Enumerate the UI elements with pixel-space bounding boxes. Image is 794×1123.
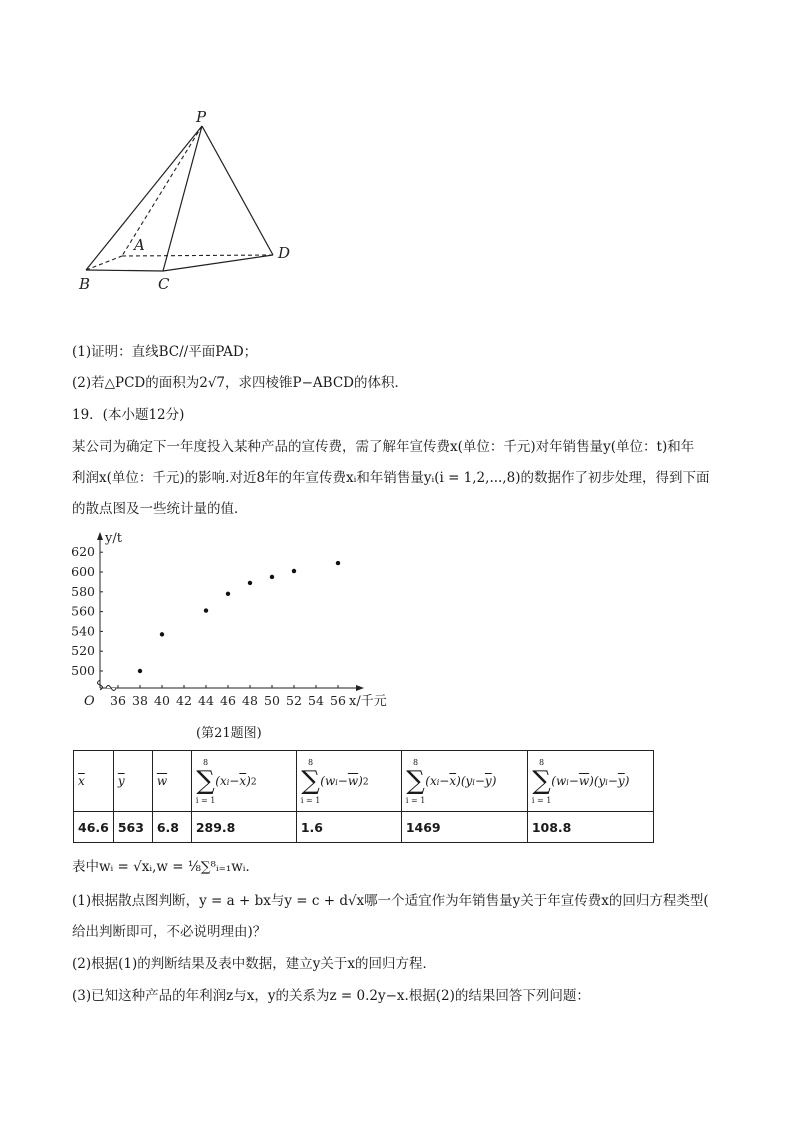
y-tick-label: 500 [71, 663, 95, 678]
x-tick-label: 52 [286, 693, 302, 708]
value-xbar: 46.6 [74, 812, 114, 843]
table-note: 表中wᵢ = √xᵢ,w = ⅛∑⁸ᵢ₌₁wᵢ． [72, 859, 259, 875]
edge-CD [163, 255, 273, 271]
vertex-C-label: C [158, 275, 170, 293]
x-tick-label: 56 [330, 693, 346, 708]
y-axis-label: y/t [105, 531, 122, 546]
q19-heading: 19．(本小题12分) [72, 407, 185, 423]
data-point [336, 561, 340, 565]
x-axis-break [106, 686, 116, 691]
q18-part1: (1)证明：直线BC//平面PAD； [72, 344, 258, 360]
vertex-P-label: P [196, 108, 207, 126]
x-tick-label: 36 [110, 693, 126, 708]
data-point [292, 569, 296, 573]
edge-AD-hidden [122, 255, 273, 256]
y-tick-label: 600 [71, 564, 95, 579]
scatter-plot [60, 528, 410, 718]
header-sum-wy: 8 ∑ $i = 1(wi-\overline{w})(yi-\overline{y})$ [527, 751, 653, 812]
x-axis-arrow [356, 685, 364, 691]
value-ybar: 563 [113, 812, 152, 843]
q19-sub1-line1: (1)根据散点图判断，y = a + bx与y = c + d√x哪一个适宜作为年销售量y关于年宣传费x的回归方程类型( [72, 893, 709, 909]
vertex-A-label: A [134, 236, 145, 254]
y-axis-arrow [97, 532, 103, 540]
edge-PC [163, 126, 202, 271]
x-tick-label: 48 [242, 693, 258, 708]
header-wbar: $\overline{w}$ [152, 751, 191, 812]
origin-label: O [84, 694, 95, 709]
y-tick-label: 620 [71, 544, 95, 560]
value-wbar: 6.8 [152, 812, 191, 843]
x-tick-label: 42 [176, 693, 192, 708]
q19-intro-line3: 的散点图及一些统计量的值． [72, 501, 248, 517]
header-sum-xy: 8 ∑ $i = 1(xi-\overline{x})(yi-\overline{y})$ [401, 751, 527, 812]
q18-part2: (2)若△PCD的面积为2√7，求四棱锥P−ABCD的体积． [72, 375, 408, 391]
data-point [204, 608, 208, 612]
data-point [160, 632, 164, 636]
value-sum-wy: 108.8 [527, 812, 653, 843]
header-ybar: $\overline{y}$ [113, 751, 152, 812]
x-tick-label: 54 [308, 693, 324, 708]
header-sum-x-sq: 8 ∑ $i = 1(xi-\overline{x})2$ [191, 751, 296, 812]
x-tick-label: 50 [264, 693, 280, 708]
header-xbar: $\overline{x}$ [74, 751, 114, 812]
data-point [270, 575, 274, 579]
q19-intro-line1: 某公司为确定下一年度投入某种产品的宣传费，需了解年宣传费x(单位：千元)对年销售量y(单位：t)和年 [72, 439, 695, 455]
y-tick-label: 580 [71, 583, 95, 599]
q19-intro-line2: 利润x(单位：千元)的影响.对近8年的年宣传费xᵢ和年销售量yᵢ(i = 1,2,...,8)的数据作了初步处理，得到下面 [72, 470, 710, 486]
q19-sub1-line2: 给出判断即可，不必说明理由)？ [72, 924, 267, 940]
vertex-D-label: D [278, 244, 291, 262]
data-point [138, 669, 142, 673]
data-point [248, 581, 252, 585]
q19-sub3: (3)已知这种产品的年利润z与x，y的关系为z = 0.2y−x.根据(2)的结果回答下列问题： [72, 988, 590, 1004]
q19-sub2: (2)根据(1)的判断结果及表中数据，建立y关于x的回归方程． [72, 956, 436, 972]
figure-caption: (第21题图) [196, 726, 262, 741]
y-tick-label: 560 [71, 603, 95, 619]
edge-BC [86, 270, 163, 271]
y-tick-label: 540 [71, 623, 95, 639]
y-tick-label: 520 [71, 643, 95, 659]
edge-PD [202, 126, 273, 255]
x-tick-label: 46 [220, 693, 236, 708]
x-axis-label: x/千元 [349, 694, 387, 709]
statistics-table [73, 750, 654, 843]
vertex-B-label: B [79, 275, 91, 293]
value-sum-xy: 1469 [401, 812, 527, 843]
x-tick-label: 44 [198, 693, 214, 708]
pyramid-figure [70, 100, 310, 300]
value-sum-x-sq: 289.8 [191, 812, 296, 843]
x-tick-label: 40 [154, 693, 170, 708]
header-sum-w-sq: 8 ∑ $i = 1(wi-\overline{w})2$ [296, 751, 401, 812]
x-tick-label: 38 [132, 693, 148, 708]
data-point [226, 592, 230, 596]
value-sum-w-sq: 1.6 [296, 812, 401, 843]
